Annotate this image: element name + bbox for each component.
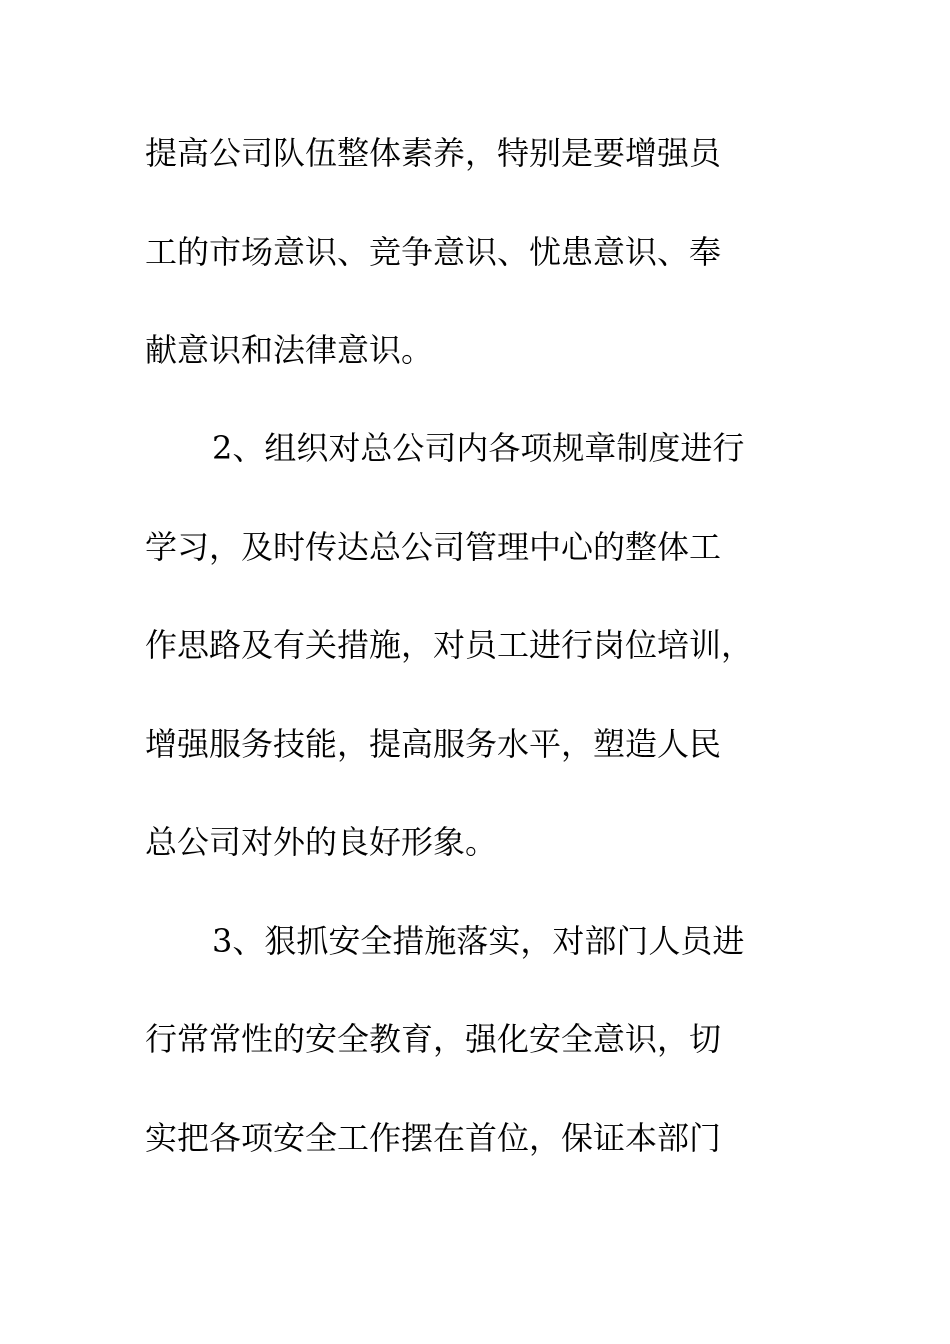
paragraph-2-first-line: 2、组织对总公司内各项规章制度进行	[212, 429, 745, 467]
paragraph-3-first-line: 3、狠抓安全措施落实，对部门人员进	[212, 922, 745, 960]
text-line: 工的市场意识、竞争意识、忧患意识、奉	[145, 233, 722, 271]
text-line: 总公司对外的良好形象。	[145, 823, 498, 861]
text-line: 献意识和法律意识。	[145, 331, 434, 369]
text-line: 行常常性的安全教育，强化安全意识，切	[145, 1020, 722, 1058]
text-line: 作思路及有关措施，对员工进行岗位培训，	[145, 626, 754, 664]
text-line: 提高公司队伍整体素养，特别是要增强员	[145, 134, 722, 172]
text-line: 学习，及时传达总公司管理中心的整体工	[145, 528, 722, 566]
text-line: 增强服务技能，提高服务水平，塑造人民	[145, 725, 722, 763]
text-line: 实把各项安全工作摆在首位，保证本部门	[145, 1119, 722, 1157]
